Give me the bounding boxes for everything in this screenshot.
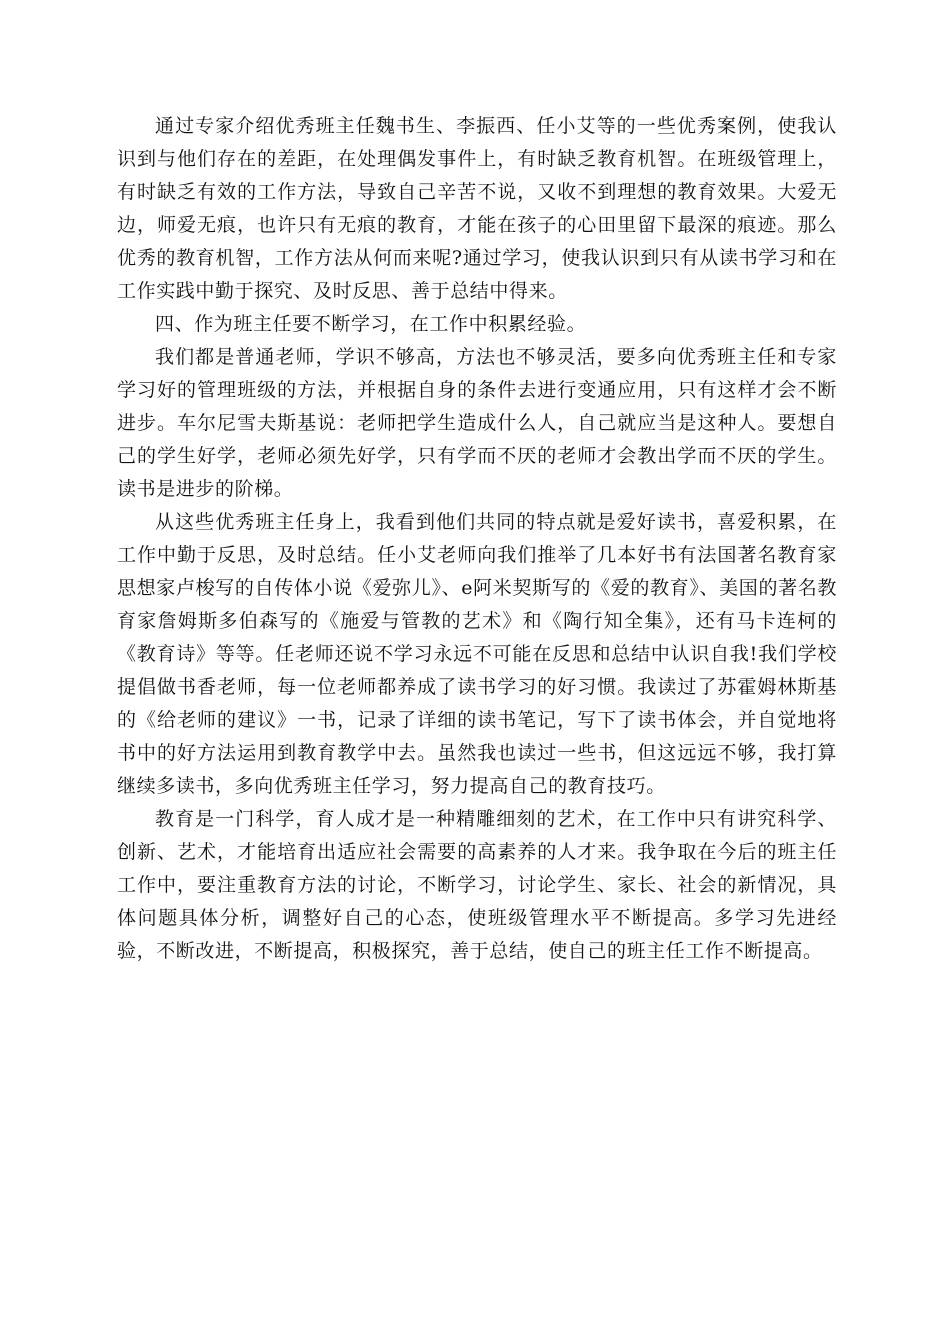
document-body: [117, 110, 837, 968]
paragraph-ordinary-teachers: 我们都是普通老师，学识不够高，方法也不够灵活，要多向优秀班主任和专家学习好的管理班级的方法，并根据自身的条件去进行变通应用，只有这样才会不断进步。车尔尼雪夫斯基说：老师把学生造成什么人，自己就应当是这种人。要想自己的学生好学，老师必须先好学，只有学而不厌的老师才会教出学而不厌的学生。读书是进步的阶梯。: [117, 346, 837, 500]
paragraph-expert-cases: 通过专家介绍优秀班主任魏书生、李振西、任小艾等的一些优秀案例，使我认识到与他们存在的差距，在处理偶发事件上，有时缺乏教育机智。在班级管理上，有时缺乏有效的工作方法，导致自己辛苦不说，又收不到理想的教育效果。大爱无边，师爱无痕，也许只有无痕的教育，才能在孩子的心田里留下最深的痕迹。那么优秀的教育机智，工作方法从何而来呢?通过学习，使我认识到只有从读书学习和在工作实践中勤于探究、及时反思、善于总结中得来。: [117, 115, 837, 302]
paragraph-love-reading: 从这些优秀班主任身上，我看到他们共同的特点就是爱好读书，喜爱积累，在工作中勤于反思，及时总结。任小艾老师向我们推举了几本好书有法国著名教育家思想家卢梭写的自传体小说《爱弥儿》、e阿米契斯写的《爱的教育》、美国的著名教育家詹姆斯多伯森写的《施爱与管教的艺术》和《陶行知全集》，还有马卡连柯的《教育诗》等等。任老师还说不学习永远不可能在反思和总结中认识自我!我们学校提倡做书香老师，每一位老师都养成了读书学习的好习惯。我读过了苏霍姆林斯基的《给老师的建议》一书，记录了详细的读书笔记，写下了读书体会，并自觉地将书中的好方法运用到教育教学中去。虽然我也读过一些书，但这远远不够，我打算继续多读书，多向优秀班主任学习，努力提高自己的教育技巧。: [117, 511, 837, 797]
section-heading-keep-learning: 四、作为班主任要不断学习，在工作中积累经验。: [155, 313, 587, 335]
paragraph-education-science: 教育是一门科学，育人成才是一种精雕细刻的艺术，在工作中只有讲究科学、创新、艺术，才能培育出适应社会需要的高素养的人才来。我争取在今后的班主任工作中，要注重教育方法的讨论，不断学习，讨论学生、家长、社会的新情况，具体问题具体分析，调整好自己的心态，使班级管理水平不断提高。多学习先进经验，不断改进，不断提高，积极探究，善于总结，使自己的班主任工作不断提高。: [117, 808, 837, 962]
